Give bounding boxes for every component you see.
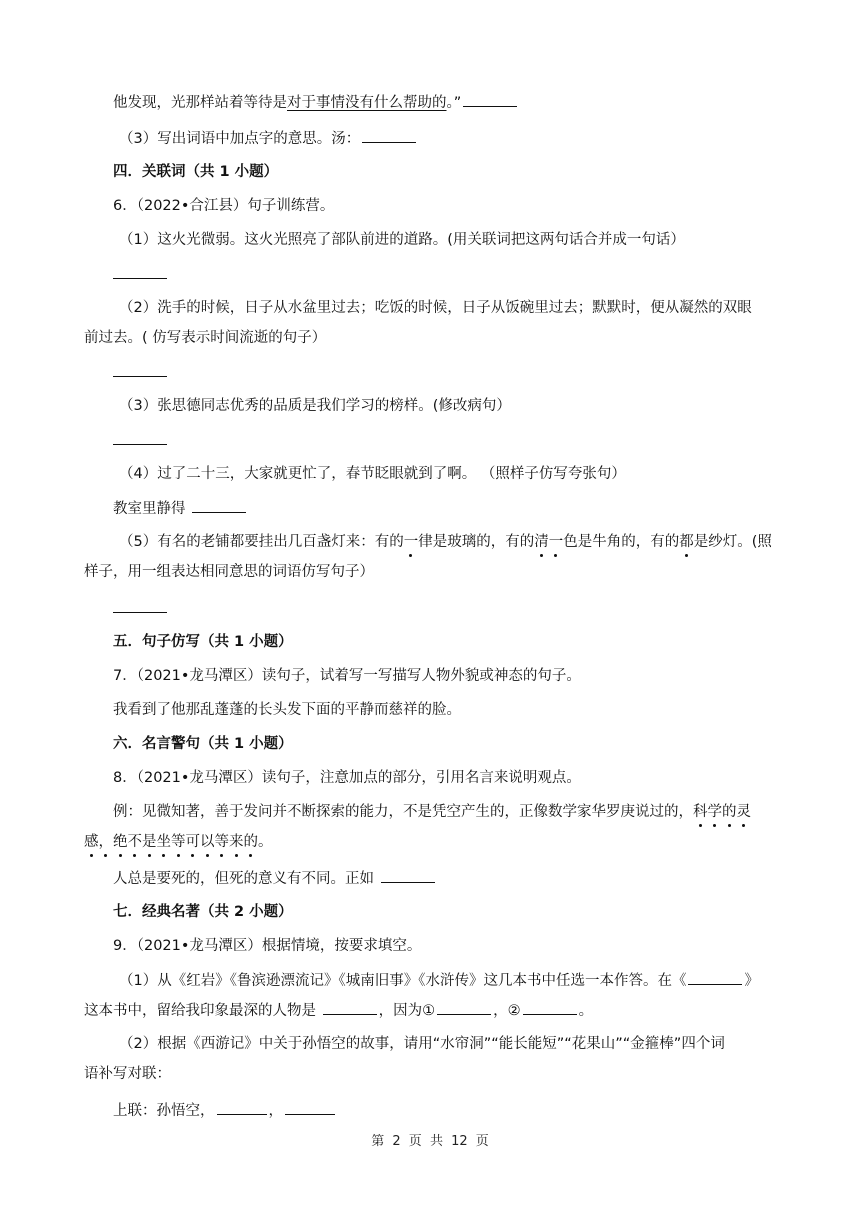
dotted-char: 一 — [548, 534, 564, 550]
dotted-char: 等 — [171, 834, 186, 850]
underlined-phrase: 对于事情没有什么帮助的 — [287, 95, 447, 111]
answer-blank[interactable] — [113, 362, 167, 377]
dotted-char: 一 — [403, 534, 419, 550]
text: 这本书中，留给我印象最深的人物是 — [84, 1003, 316, 1019]
text: ， — [268, 1103, 283, 1119]
question-6-5b: 样子，用一组表达相同意思的词语仿写句子） — [84, 564, 374, 580]
page-footer — [0, 1130, 860, 1149]
section-heading-4: 四．关联词（共 1 小题） — [113, 164, 279, 180]
answer-blank[interactable] — [285, 1100, 335, 1115]
text: 教室里静得 — [113, 501, 186, 517]
question-6-2a: （2）洗手的时候，日子从水盆里过去；吃饭的时候，日子从饭碗里过去；默默时，便从凝然的双眼 — [119, 300, 752, 316]
question-8: 8．（2021•龙马潭区）读句子，注意加点的部分，引用名言来说明观点。 — [113, 770, 581, 786]
dotted-char: ， — [98, 834, 113, 850]
text: 。” — [446, 95, 462, 111]
question-6-1: （1）这火光微弱。这火光照亮了部队前进的道路。(用关联词把这两句话合并成一句话） — [119, 232, 685, 248]
question-9-2b: 语补写对联： — [84, 1066, 171, 1082]
answer-blank[interactable] — [192, 498, 246, 513]
section-heading-5: 五．句子仿写（共 1 小题） — [113, 634, 293, 650]
answer-blank[interactable] — [523, 1000, 577, 1015]
text: （1）从《红岩》《鲁滨逊漂流记》《城南旧事》《水浒传》这几本书中任选一本作答。在《 — [119, 973, 687, 989]
question-6-4b — [113, 498, 248, 519]
question-9-1b — [84, 1000, 593, 1021]
question-line-l2 — [119, 128, 418, 149]
text: （5）有名的老铺都要挂出几百盏灯来：有的 — [119, 534, 404, 550]
footer-text: 页 — [475, 1134, 489, 1149]
dotted-char: 不 — [127, 834, 142, 850]
question-6-5a — [119, 532, 772, 552]
dotted-char: 是 — [142, 834, 157, 850]
dotted-char: 感 — [84, 834, 99, 850]
answer-blank[interactable] — [113, 430, 167, 445]
footer-text: 第 — [371, 1134, 385, 1149]
page-number: 2 — [392, 1134, 401, 1149]
dotted-char: 等 — [214, 834, 229, 850]
question-9-1a — [119, 970, 759, 991]
dotted-char: 科 — [693, 804, 708, 820]
answer-blank[interactable] — [463, 92, 517, 107]
dotted-char: 清 — [534, 534, 549, 550]
question-7-sentence: 我看到了他那乱蓬蓬的长头发下面的平静而慈祥的脸。 — [113, 702, 461, 718]
question-6-4: （4）过了二十三，大家就更忙了，春节眨眼就到了啊。 （照样子仿写夸张句） — [119, 466, 626, 482]
text: 。 — [578, 1003, 594, 1019]
answer-blank[interactable] — [323, 1000, 377, 1015]
answer-blank[interactable] — [381, 868, 435, 883]
dotted-char: 灵 — [736, 804, 751, 820]
answer-blank[interactable] — [688, 970, 742, 985]
answer-blank-line — [113, 598, 169, 619]
text: 是纱灯。(照 — [693, 534, 772, 550]
dotted-char: 学 — [707, 804, 722, 820]
answer-line-l1 — [113, 92, 519, 113]
text: （3）写出词语中加点字的意思。汤： — [119, 131, 361, 147]
footer-text: 页 — [408, 1134, 422, 1149]
footer-text: 共 — [429, 1134, 443, 1149]
text: ，因为① — [378, 1003, 436, 1019]
section-heading-7: 七．经典名著（共 2 小题） — [113, 904, 293, 920]
question-6: 6．（2022•合江县）句子训练营。 — [113, 198, 335, 214]
answer-blank-line — [113, 264, 169, 285]
text: 色是牛角的，有的 — [563, 534, 680, 550]
question-8-example-a — [113, 802, 751, 822]
dotted-char: 的 — [243, 834, 258, 850]
question-9-2a: （2）根据《西游记》中关于孙悟空的故事，请用“水帘洞”“能长能短”“花果山”“金箍棒”四个词 — [119, 1036, 725, 1052]
section-heading-6: 六．名言警句（共 1 小题） — [113, 736, 293, 752]
dotted-char: 都 — [679, 534, 694, 550]
text: 他发现，光那样站着等待是 — [113, 95, 287, 111]
text: 。 — [258, 834, 273, 850]
answer-blank-line — [113, 362, 169, 383]
text: 人总是要死的，但死的意义有不同。正如 — [113, 871, 374, 887]
answer-blank[interactable] — [217, 1100, 267, 1115]
question-8-sentence — [113, 868, 437, 889]
text: ，② — [493, 1003, 521, 1019]
answer-blank-line — [113, 430, 169, 451]
question-6-2b: 前过去。( 仿写表示时间流逝的句子） — [84, 330, 327, 346]
answer-blank[interactable] — [362, 128, 416, 143]
answer-blank[interactable] — [113, 598, 167, 613]
page-total: 12 — [451, 1134, 468, 1149]
question-8-example-b — [84, 832, 273, 852]
dotted-char: 来 — [229, 834, 244, 850]
text: 例：见微知著，善于发问并不断探索的能力，不是凭空产生的，正像数学家华罗庚说过的， — [113, 804, 693, 820]
question-9: 9．（2021•龙马潭区）根据情境，按要求填空。 — [113, 938, 422, 954]
dotted-char: 的 — [722, 804, 737, 820]
answer-blank[interactable] — [437, 1000, 491, 1015]
text: 》 — [744, 973, 759, 989]
dotted-char: 以 — [200, 834, 215, 850]
dotted-char: 绝 — [113, 834, 128, 850]
question-6-3: （3）张思德同志优秀的品质是我们学习的榜样。(修改病句） — [119, 398, 511, 414]
text: 上联：孙悟空， — [113, 1103, 215, 1119]
answer-blank[interactable] — [113, 264, 167, 279]
couplet-first-line — [113, 1100, 337, 1121]
question-7: 7．（2021•龙马潭区）读句子，试着写一写描写人物外貌或神态的句子。 — [113, 668, 581, 684]
dotted-char: 可 — [185, 834, 200, 850]
dotted-char: 坐 — [156, 834, 171, 850]
text: 是玻璃的，有的 — [432, 534, 535, 550]
text: 律 — [418, 534, 433, 550]
